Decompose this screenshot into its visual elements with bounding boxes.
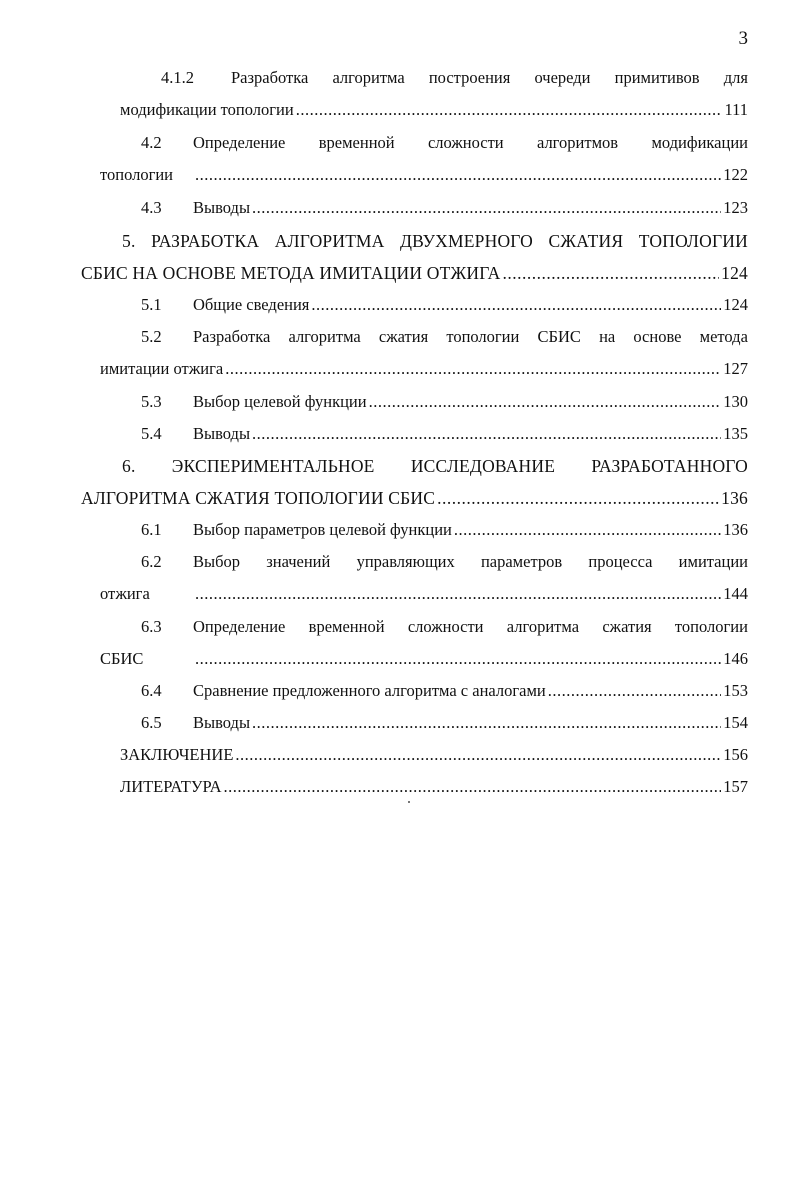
toc-entry-4-1-2-cont: модификации топологии ..... 111 <box>0 98 799 122</box>
toc-entry-number: 6.1 <box>141 520 162 539</box>
toc-entry-number: 6.5 <box>141 713 162 732</box>
scan-speck <box>408 801 410 803</box>
toc-entry-number: 5.1 <box>141 295 162 314</box>
toc-page-ref: 153 <box>723 681 748 700</box>
toc-entry-title-line: Разработка алгоритма построения очереди примитивов для <box>231 68 748 87</box>
toc-entry-number: 4.2 <box>141 133 162 152</box>
toc-entry-6-5: 6.5 Выводы ..... 154 <box>0 711 799 735</box>
page-number: 3 <box>738 28 748 49</box>
toc-page-ref: 124 <box>721 263 748 283</box>
toc-page-ref: 136 <box>723 520 748 539</box>
toc-entry-6-3 <box>0 615 799 639</box>
toc-entry-number: 4.1.2 <box>161 68 194 87</box>
toc-page-ref: 146 <box>723 649 748 668</box>
toc-page-ref: 130 <box>723 392 748 411</box>
toc-entry-5-4: 5.4 Выводы ..... 135 <box>0 422 799 446</box>
toc-entry-4-2 <box>0 131 799 155</box>
toc-entry-number: 4.3 <box>141 198 162 217</box>
toc-entry-4-1-2 <box>0 66 799 90</box>
toc-page-ref: 122 <box>723 165 748 184</box>
toc-chapter-5 <box>0 229 799 253</box>
toc-chapter-6-cont: АЛГОРИТМА СЖАТИЯ ТОПОЛОГИИ СБИС ..... 136 <box>0 486 799 510</box>
toc-entry-4-3: 4.3 Выводы ..... 123 <box>0 196 799 220</box>
toc-chapter-title-line: 6. ЭКСПЕРИМЕНТАЛЬНОЕ ИССЛЕДОВАНИЕ РАЗРАБОТАННОГО <box>122 456 748 476</box>
toc-entry-6-4: 6.4 Сравнение предложенного алгоритма с аналогами ..... 153 <box>0 679 799 703</box>
toc-chapter-title-line: 5. РАЗРАБОТКА АЛГОРИТМА ДВУХМЕРНОГО СЖАТИЯ ТОПОЛОГИИ <box>122 231 748 251</box>
toc-entry-5-1: 5.1 Общие сведения ..... 124 <box>0 293 799 317</box>
toc-entry-number: 6.3 <box>141 617 162 636</box>
toc-page-ref: 144 <box>723 584 748 603</box>
toc-entry-number: 6.2 <box>141 552 162 571</box>
toc-entry-conclusion: ЗАКЛЮЧЕНИЕ ..... 156 <box>0 743 799 767</box>
toc-entry-5-2-cont: имитации отжига ..... 127 <box>0 357 799 381</box>
toc-chapter-5-cont: СБИС НА ОСНОВЕ МЕТОДА ИМИТАЦИИ ОТЖИГА ..... 124 <box>0 261 799 285</box>
toc-entry-5-2 <box>0 325 799 349</box>
toc-entry-title-line: Определение временной сложности алгоритма сжатия топологии <box>193 617 748 636</box>
toc-entry-6-2 <box>0 550 799 574</box>
toc-page-ref: 123 <box>723 198 748 217</box>
toc-entry-title-line: Определение временной сложности алгоритмов модификации <box>193 133 748 152</box>
toc-entry-title-line: Выбор значений управляющих параметров процесса имитации <box>193 552 748 571</box>
toc-page-ref: 157 <box>723 777 748 796</box>
toc-page-ref: 124 <box>723 295 748 314</box>
toc-entry-number: 6.4 <box>141 681 162 700</box>
toc-entry-6-1: 6.1 Выбор параметров целевой функции ..... 136 <box>0 518 799 542</box>
toc-entry-6-3-cont: СБИС ..... 146 <box>0 647 799 671</box>
toc-page-ref: 111 <box>724 100 748 119</box>
toc-chapter-6 <box>0 454 799 478</box>
toc-entry-title-line: Разработка алгоритма сжатия топологии СБИС на основе метода <box>193 327 748 346</box>
toc-entry-number: 5.4 <box>141 424 162 443</box>
toc-page-ref: 136 <box>721 488 748 508</box>
toc-entry-number: 5.2 <box>141 327 162 346</box>
toc-page-ref: 154 <box>723 713 748 732</box>
toc-entry-5-3: 5.3 Выбор целевой функции ..... 130 <box>0 390 799 414</box>
toc-page-ref: 135 <box>723 424 748 443</box>
toc-entry-4-2-cont: топологии ..... 122 <box>0 163 799 187</box>
toc-page-ref: 127 <box>723 359 748 378</box>
toc-entry-6-2-cont: отжига ..... 144 <box>0 582 799 606</box>
toc-entry-number: 5.3 <box>141 392 162 411</box>
toc-page-ref: 156 <box>723 745 748 764</box>
toc-entry-references: ЛИТЕРАТУРА ..... 157 <box>0 775 799 799</box>
